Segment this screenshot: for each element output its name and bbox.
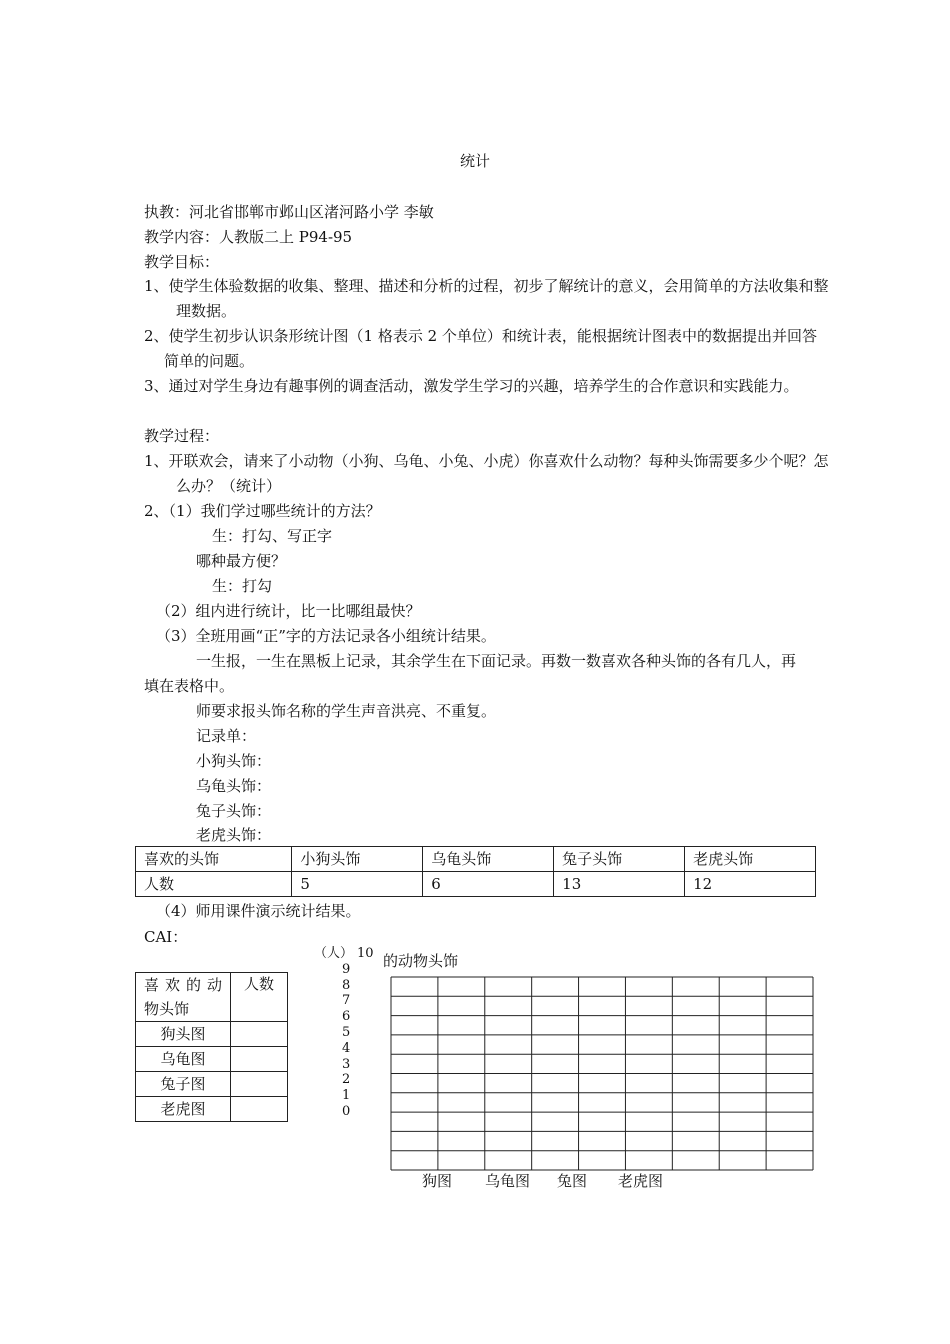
goal-2: 2、使学生初步认识条形统计图（1 格表示 2 个单位）和统计表，能根据统计图表中的数据提出并回答简单的问题。 <box>144 327 817 370</box>
page-title: 统计 <box>459 152 490 170</box>
table-cell: 喜欢的头饰 <box>136 847 292 872</box>
y-tick-label: 6 <box>342 1009 351 1025</box>
table-cell: 6 <box>423 872 554 897</box>
y-tick-label: 4 <box>342 1040 351 1056</box>
goal-3: 3、通过对学生身边有趣事例的调查活动，激发学生学习的兴趣，培养学生的合作意识和实践能力。 <box>144 377 799 395</box>
record-item: 兔子头饰： <box>196 802 272 820</box>
table-cell: 狗头图 <box>136 1022 231 1047</box>
y-tick-label: 9 <box>342 961 351 977</box>
table-cell: 12 <box>685 872 816 897</box>
table-cell: 乌龟头饰 <box>423 847 554 872</box>
goal-1: 1、使学生体验数据的收集、整理、描述和分析的过程，初步了解统计的意义，会用简单的方法收集和整理数据。 <box>144 277 829 320</box>
process-2-1: 2、（1）我们学过哪些统计的方法？ <box>144 502 381 520</box>
table-cell: 人数 <box>231 973 288 1022</box>
header-line: 物头饰 <box>144 1000 190 1018</box>
y-tick-label: 0 <box>342 1104 351 1119</box>
header-line: 喜 欢 的 动 <box>144 976 222 994</box>
table-cell <box>231 1072 288 1097</box>
table-cell: 人数 <box>136 872 292 897</box>
cai-label: CAI： <box>144 928 188 946</box>
table-row <box>136 847 816 872</box>
process-2-2: （2）组内进行统计，比一比哪组最快？ <box>156 602 421 620</box>
table-cell: 兔子图 <box>136 1072 231 1097</box>
table-cell: 老虎图 <box>136 1097 231 1122</box>
x-category-label: 狗图 <box>422 1172 453 1190</box>
table-cell: 5 <box>292 872 423 897</box>
table-cell: 兔子头饰 <box>554 847 685 872</box>
y-tick-label: 1 <box>342 1088 351 1104</box>
process-2-1a: 生：打勾、写正字 <box>212 527 333 545</box>
record-item: 乌龟头饰： <box>196 777 272 795</box>
table-row <box>136 1072 288 1097</box>
table-row <box>136 1097 288 1122</box>
table-cell: 乌龟图 <box>136 1047 231 1072</box>
y-tick-label: 7 <box>342 993 351 1009</box>
y-tick-label: 2 <box>342 1072 351 1088</box>
record-item: 小狗头饰： <box>196 752 272 770</box>
content-line: 教学内容：人教版二上 P94-95 <box>144 228 353 246</box>
y-tick-label: 10 <box>357 946 374 961</box>
table-cell: 13 <box>554 872 685 897</box>
y-tick-label: 8 <box>342 977 351 993</box>
process-2-1c: 生：打勾 <box>212 577 273 595</box>
x-category-label: 老虎图 <box>618 1172 664 1190</box>
tally-table <box>135 846 816 897</box>
record-heading: 记录单： <box>196 727 257 745</box>
y-axis-label: （人） <box>314 946 354 961</box>
table-cell <box>231 1047 288 1072</box>
x-category-label: 乌龟图 <box>485 1172 531 1190</box>
table-cell <box>231 1097 288 1122</box>
process-1: 1、开联欢会，请来了小动物（小狗、乌龟、小兔、小虎）你喜欢什么动物？每种头饰需要多少个呢？怎么办？（统计） <box>144 452 829 495</box>
y-tick-label: 5 <box>342 1025 351 1040</box>
process-2-4: （4）师用课件演示统计结果。 <box>156 902 361 920</box>
table-row <box>136 1047 288 1072</box>
table-cell <box>231 1022 288 1047</box>
chart-title: 的动物头饰 <box>383 952 459 970</box>
table-row <box>136 973 288 1022</box>
process-2-1b: 哪种最方便？ <box>196 552 287 570</box>
table-row <box>136 872 816 897</box>
process-2-3a: 一生报，一生在黑板上记录，其余学生在下面记录。再数一数喜欢各种头饰的各有几人，再填在表格中。 <box>144 652 797 695</box>
table-cell <box>136 973 231 1022</box>
teacher-line: 执教：河北省邯郸市邺山区渚河路小学 李敏 <box>144 203 434 221</box>
stats-table <box>135 972 288 1122</box>
process-2-3: （3）全班用画“正”字的方法记录各小组统计结果。 <box>156 627 496 645</box>
table-row <box>136 1022 288 1047</box>
goals-heading: 教学目标： <box>144 253 220 271</box>
table-cell: 小狗头饰 <box>292 847 423 872</box>
process-2-3b: 师要求报头饰名称的学生声音洪亮、不重复。 <box>196 702 497 720</box>
y-tick-label: 3 <box>342 1056 351 1072</box>
x-category-label: 兔图 <box>557 1172 588 1190</box>
record-item: 老虎头饰： <box>196 826 272 844</box>
table-cell: 老虎头饰 <box>685 847 816 872</box>
process-heading: 教学过程： <box>144 427 220 445</box>
